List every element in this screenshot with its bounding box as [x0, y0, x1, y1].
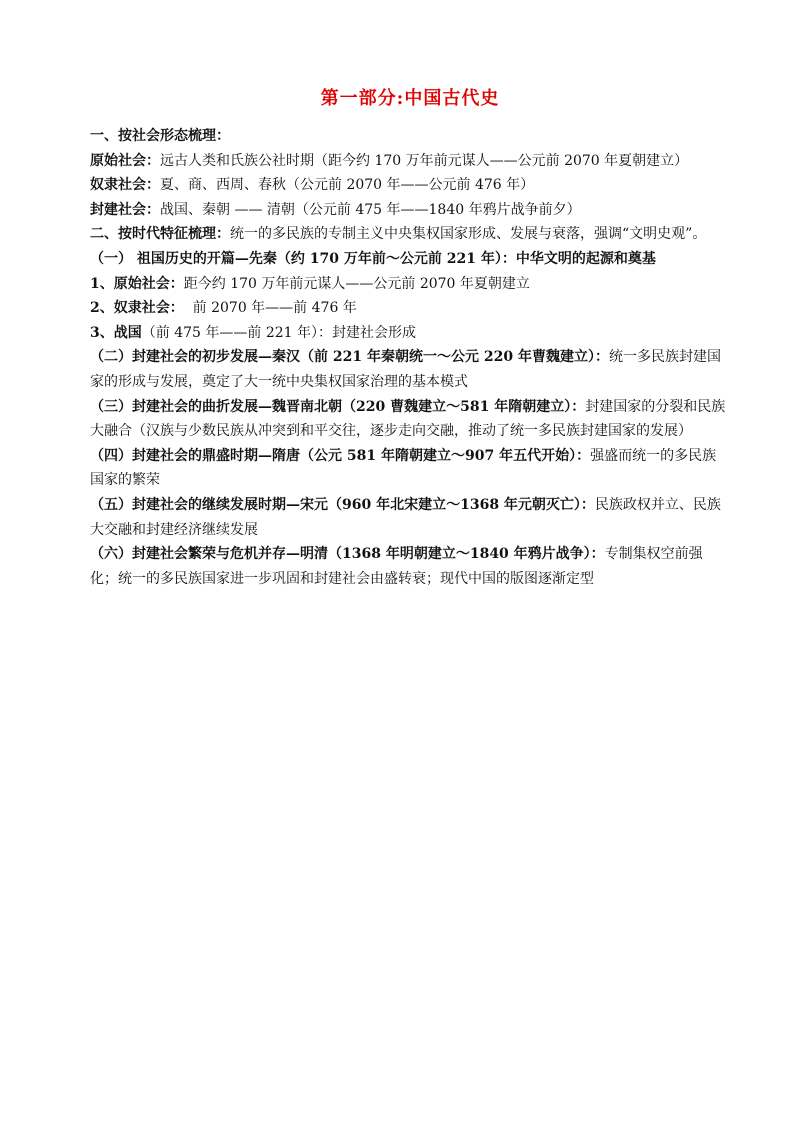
period-4-heading: （四）封建社会的鼎盛时期—隋唐（公元 581 年隋朝建立～907 年五代开始）： [90, 447, 591, 464]
period-1-item-1 [90, 272, 730, 297]
period-1-item-2-label: 2、奴隶社会： [90, 300, 184, 317]
period-6-line [90, 542, 730, 591]
period-4-line [90, 444, 730, 493]
period-2-text: 统一多民族封建国家的形成与发展，奠定了大一统中央集权国家治理的基本模式 [90, 349, 721, 390]
slave-society-text: 夏、商、西周、春秋（公元前 2070 年——公元前 476 年） [160, 177, 535, 194]
period-1-item-2-text: 前 2070 年——前 476 年 [183, 300, 357, 317]
period-1-item-3-label: 3、战国 [90, 324, 142, 341]
slave-society-label: 奴隶社会： [90, 177, 160, 194]
period-6-heading: （六）封建社会繁荣与危机并存—明清（1368 年明朝建立～1840 年鸦片战争）： [90, 546, 605, 563]
primitive-society-label: 原始社会： [90, 152, 160, 169]
feudal-society-line [90, 198, 730, 223]
feudal-society-text: 战国、秦朝 —— 清朝（公元前 475 年——1840 年鸦片战争前夕） [160, 201, 581, 218]
period-1-item-1-text: 距今约 170 万年前元谋人——公元前 2070 年夏朝建立 [183, 275, 530, 292]
period-6-text: 专制集权空前强化；统一的多民族国家进一步巩固和封建社会由盛转衰；现代中国的版图逐渐定型 [90, 546, 703, 587]
section-heading-2: 二、按时代特征梳理： [90, 226, 230, 243]
period-5-text: 民族政权并立、民族大交融和封建经济继续发展 [90, 496, 721, 538]
slave-society-line [90, 173, 730, 198]
period-1-heading: （一） 祖国历史的开篇—先秦（约 170 万年前～公元前 221 年）：中华文明的起源和奠基 [90, 250, 656, 267]
period-3-text: 封建国家的分裂和民族大融合（汉族与少数民族从冲突到和平交往，逐步走向交融，推动了统一多民族封建国家的发展） [90, 398, 726, 440]
period-1-item-2 [90, 296, 730, 321]
period-5-line [90, 493, 730, 542]
period-1-item-3-text: （前 475 年——前 221 年）：封建社会形成 [141, 324, 416, 341]
section-2-line [90, 222, 730, 247]
period-4-text: 强盛而统一的多民族国家的繁荣 [90, 447, 717, 489]
document-page [90, 84, 730, 591]
page-title: 第一部分:中国古代史 [320, 88, 500, 109]
primitive-society-line [90, 149, 730, 174]
period-1-item-1-label: 1、原始社会： [90, 275, 184, 292]
period-3-heading: （三）封建社会的曲折发展—魏晋南北朝（220 曹魏建立～581 年隋朝建立）： [90, 398, 586, 415]
period-2-heading: （二）封建社会的初步发展—秦汉（前 221 年秦朝统一～公元 220 年曹魏建立）： [90, 349, 609, 366]
period-1-item-3 [90, 321, 730, 346]
feudal-society-label: 封建社会： [90, 201, 160, 218]
period-2-line [90, 345, 730, 394]
section-heading-1: 一、按社会形态梳理： [90, 128, 230, 144]
period-5-heading: （五）封建社会的继续发展时期—宋元（960 年北宋建立～1368 年元朝灭亡）： [90, 496, 595, 513]
period-3-line [90, 395, 730, 444]
section-2-text: 统一的多民族的专制主义中央集权国家形成、发展与衰落，强调“文明史观”。 [230, 226, 707, 243]
primitive-society-text: 远古人类和氏族公社时期（距今约 170 万年前元谋人——公元前 2070 年夏朝建立） [160, 152, 689, 169]
